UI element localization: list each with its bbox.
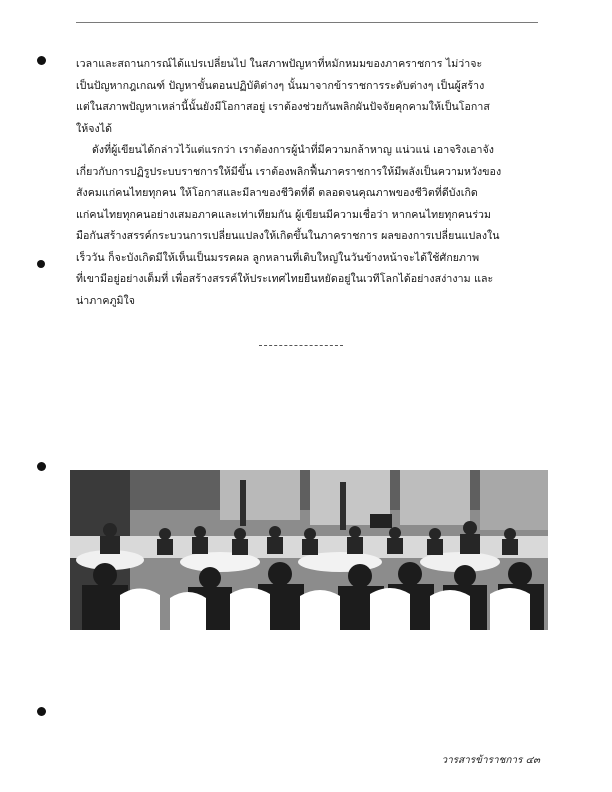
text-line: ดังที่ผู้เขียนได้กล่าวไว้แต่แรกว่า เราต้องการผู้นำที่มีความกล้าหาญ แน่วแน่ เอาจริงเอาจัง bbox=[92, 144, 495, 156]
page-footer: วารสารข้าราชการ ๔๓ bbox=[441, 755, 540, 766]
binder-hole-1 bbox=[37, 56, 46, 65]
binder-hole-4 bbox=[37, 707, 46, 716]
header-rule bbox=[76, 22, 538, 23]
text-line: เวลาและสถานการณ์ได้แปรเปลี่ยนไป ในสภาพปัญหาที่หมักหมมของภาคราชการ ไม่ว่าจะ bbox=[76, 58, 483, 70]
text-line: ให้จงได้ bbox=[76, 122, 113, 135]
text-line: มือกันสร้างสรรค์กระบวนการเปลี่ยนแปลงให้เกิดขึ้นในภาคราชการ ผลของการเปลี่ยนแปลงใน bbox=[76, 230, 500, 242]
text-line: เป็นปัญหากฎเกณฑ์ ปัญหาขั้นตอนปฏิบัติต่างๆ นั้นมาจากข้าราชการระดับต่างๆ เป็นผู้สร้าง bbox=[76, 79, 485, 92]
text-line: เกี่ยวกับการปฏิรูประบบราชการให้มีขึ้น เราต้องพลิกฟื้นภาคราชการให้มีพลังเป็นความหวังของ bbox=[76, 165, 502, 178]
paragraph-2 bbox=[76, 140, 542, 312]
text-line: เร็ววัน ก็จะบังเกิดมีให้เห็นเป็นมรรคผล ลูกหลานที่เติบใหญ่ในวันข้างหน้าจะได้ใช้ศักยภาพ bbox=[76, 251, 480, 264]
text-line: น่าภาคภูมิใจ bbox=[76, 294, 136, 307]
text-line: แต่ในสภาพปัญหาเหล่านี้นั้นยังมีโอกาสอยู่ เราต้องช่วยกันพลิกผันปัจจัยคุกคามให้เป็นโอกาส bbox=[76, 101, 490, 113]
body-text bbox=[76, 54, 542, 312]
text-line: แก่คนไทยทุกคนอย่างเสมอภาคและเท่าเทียมกัน ผู้เขียนมีความเชื่อว่า หากคนไทยทุกคนร่วม bbox=[76, 208, 492, 221]
binder-hole-3 bbox=[37, 462, 46, 471]
section-separator bbox=[259, 345, 343, 346]
text-line: สังคมแก่คนไทยทุกคน ให้โอกาสและมีลาของชีวิตที่ดี ตลอดจนคุณภาพของชีวิตที่ดีบังเกิด bbox=[76, 187, 478, 199]
binder-hole-2 bbox=[37, 260, 45, 268]
text-line: ที่เขามีอยู่อย่างเต็มที่ เพื่อสร้างสรรค์ให้ประเทศไทยยืนหยัดอยู่ในเวทีโลกได้อย่างสง่างาม และ bbox=[76, 273, 494, 285]
paragraph-1 bbox=[76, 54, 542, 140]
conference-photo bbox=[70, 470, 548, 630]
